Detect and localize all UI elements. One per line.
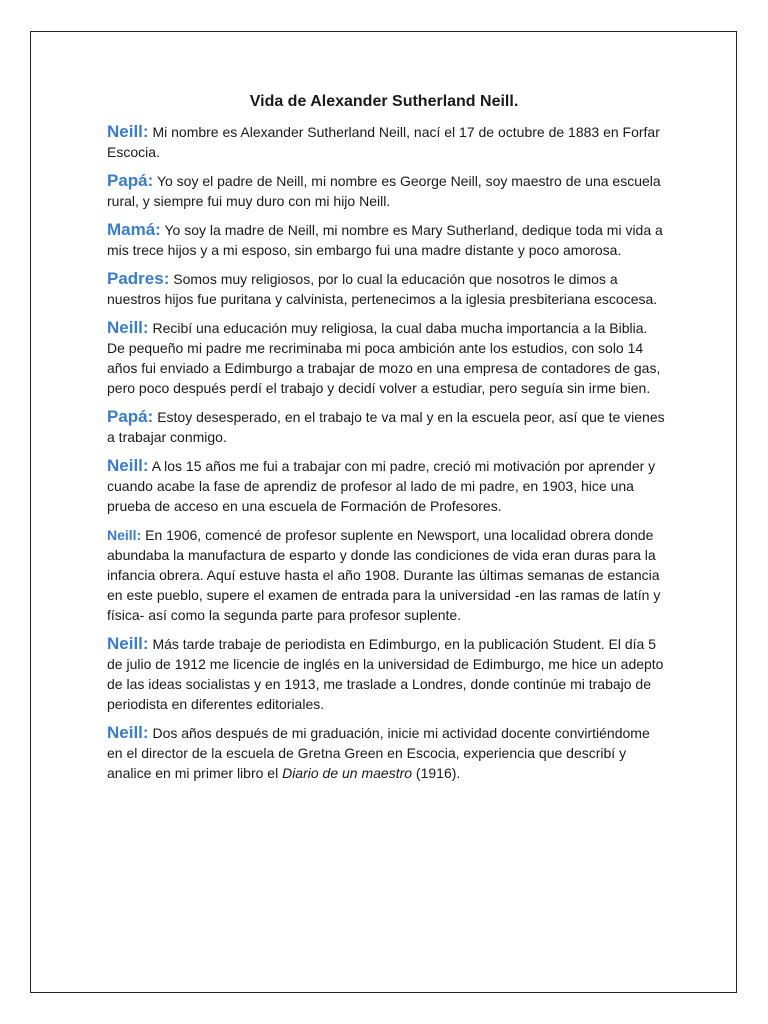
paragraph-text: Yo soy el padre de Neill, mi nombre es George Neill, soy maestro de una escuela rural, y siempre fui muy duro con mi hijo Neill.: [107, 173, 661, 209]
paragraph-text: Más tarde trabaje de periodista en Edimburgo, en la publicación Student. El día 5 de julio de 1912 me licencie de inglés en la universidad de Edimburgo, me hice un adepto de las ideas socialistas y en 1913, me traslade a Londres, donde continúe mi trabajo de periodista en diferentes editoriales.: [107, 636, 664, 712]
paragraph-text: Mi nombre es Alexander Sutherland Neill, nací el 17 de octubre de 1883 en Forfar Escocia.: [107, 124, 660, 160]
paragraph-text: En 1906, comencé de profesor suplente en Newsport, una localidad obrera donde abundaba la manufactura de esparto y donde las condiciones de vida eran duras para la infancia obrera. Aquí estuve hasta el año 1908. Durante las últimas semanas de estancia en este pueblo, supere el examen de entrada para la universidad -en las ramas de latín y física- así como la segunda parte para profesor suplente.: [107, 527, 661, 623]
paragraph-5: [107, 318, 667, 398]
paragraph-3: [107, 220, 667, 260]
speaker-label: Neill:: [107, 527, 142, 543]
paragraph-text: A los 15 años me fui a trabajar con mi padre, creció mi motivación por aprender y cuando acabe la fase de aprendiz de profesor al lado de mi padre, en 1903, hice una prueba de acceso en una escuela de Formación de Profesores.: [107, 458, 656, 514]
speaker-label: Papá:: [107, 407, 154, 426]
speaker-label: Padres:: [107, 269, 170, 288]
speaker-label: Mamá:: [107, 220, 161, 239]
speaker-label: Neill:: [107, 122, 149, 141]
paragraph-4: [107, 269, 667, 309]
paragraph-text: Estoy desesperado, en el trabajo te va mal y en la escuela peor, así que te vienes a trabajar conmigo.: [107, 409, 665, 445]
speaker-label: Neill:: [107, 456, 149, 475]
document-body: [107, 122, 667, 792]
paragraph-10: [107, 723, 667, 783]
paragraph-7: [107, 456, 667, 516]
paragraph-text: Dos años después de mi graduación, inicie mi actividad docente convirtiéndome en el director de la escuela de Gretna Green en Escocia, experiencia que describí y analice en mi primer libro el: [107, 725, 650, 781]
paragraph-6: [107, 407, 667, 447]
paragraph-1: [107, 122, 667, 162]
paragraph-text: Somos muy religiosos, por lo cual la educación que nosotros le dimos a nuestros hijos fue puritana y calvinista, pertenecimos a la iglesia presbiteriana escocesa.: [107, 271, 658, 307]
paragraph-2: [107, 171, 667, 211]
document-title: Vida de Alexander Sutherland Neill.: [249, 93, 519, 110]
speaker-label: Neill:: [107, 318, 149, 337]
paragraph-text: Recibí una educación muy religiosa, la cual daba mucha importancia a la Biblia. De pequeño mi padre me recriminaba mi poca ambición ante los estudios, con solo 14 años fui enviado a Edimburgo a trabajar de mozo en una empresa de contadores de gas, pero poco después perdí el trabajo y decidí volver a estudiar, pero seguía sin irme bien.: [107, 320, 661, 396]
speaker-label: Neill:: [107, 723, 149, 742]
book-title: Diario de un maestro: [282, 765, 413, 781]
paragraph-text-end: (1916).: [415, 765, 461, 781]
speaker-label: Papá:: [107, 171, 154, 190]
paragraph-text: Yo soy la madre de Neill, mi nombre es Mary Sutherland, dedique toda mi vida a mis trece hijos y a mi esposo, sin embargo fui una madre distante y poco amorosa.: [107, 222, 663, 258]
speaker-label: Neill:: [107, 634, 149, 653]
paragraph-8: [107, 525, 667, 625]
paragraph-9: [107, 634, 667, 714]
